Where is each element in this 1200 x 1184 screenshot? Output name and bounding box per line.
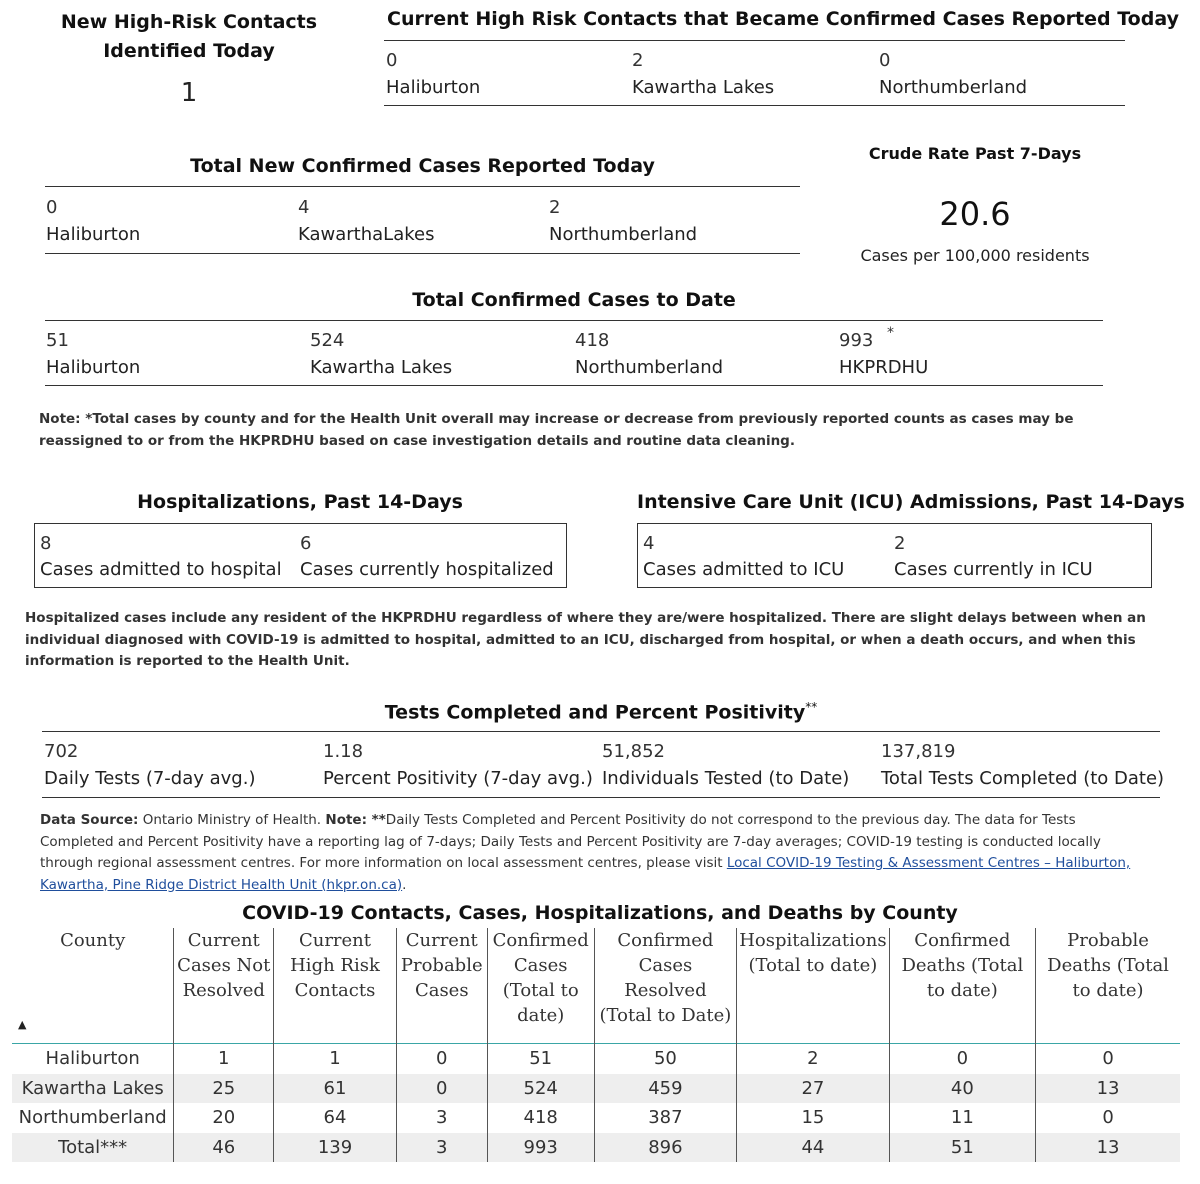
col-header-cases-not-resolved[interactable]: Current Cases Not Resolved <box>174 928 274 1044</box>
table-cell: 3 <box>396 1133 487 1163</box>
assessment-centres-link[interactable]: Local COVID-19 Testing & Assessment Centres – Haliburton, Kawartha, Pine Ridge District Health Unit (hkpr.on.ca) <box>40 855 1131 893</box>
table-cell: 50 <box>594 1044 737 1074</box>
hosp-admitted-label: Cases admitted to hospital <box>40 559 282 580</box>
new-cases-label-northumberland: Northumberland <box>549 224 698 245</box>
triangle-up-icon[interactable]: ▲ <box>18 1018 27 1031</box>
col-header-probable-deaths[interactable]: Probable Deaths (Total to date) <box>1036 928 1180 1044</box>
crude-rate-value: 20.6 <box>939 195 1011 233</box>
data-source-note-label: Note: ** <box>325 812 386 828</box>
table-cell: Kawartha Lakes <box>12 1074 174 1104</box>
table-cell: Haliburton <box>45 1048 140 1070</box>
table-cell: Northumberland <box>18 1107 167 1129</box>
total-cases-asterisk: * <box>887 325 894 341</box>
table-cell: 11 <box>889 1103 1035 1133</box>
table-row <box>12 1074 1180 1104</box>
new-cases-label-haliburton: Haliburton <box>46 224 141 245</box>
data-source-note-text: Daily Tests Completed and Percent Positivity do not correspond to the previous day. The data for Tests Completed and Percent Positivity have a reporting lag of 7-days; Daily Tests and Percent Positivity are 7-day averages; COVID-19 testing is conducted locally through regional assessment centres. For more information on local assessment centres, please visit <box>40 812 1101 871</box>
table-cell: 40 <box>889 1074 1035 1104</box>
table-cell: 0 <box>396 1074 487 1104</box>
total-cases-value-northumberland: 418 <box>575 330 610 351</box>
county-table-header <box>12 928 1180 1044</box>
col-header-hospitalizations[interactable]: Hospitalizations (Total to date) <box>737 928 889 1044</box>
contacts-to-cases-value-northumberland: 0 <box>879 50 891 71</box>
table-cell: 27 <box>737 1074 889 1104</box>
table-cell: 0 <box>1036 1103 1180 1133</box>
tests-individuals-label: Individuals Tested (to Date) <box>602 768 850 789</box>
tests-title: Tests Completed and Percent Positivity <box>384 701 806 724</box>
col-header-confirmed-deaths[interactable]: Confirmed Deaths (Total to date) <box>889 928 1035 1044</box>
icu-box <box>637 523 1152 588</box>
data-source-note <box>40 810 1150 896</box>
icu-admitted-label: Cases admitted to ICU <box>643 559 845 580</box>
total-cases-value-kawartha: 524 <box>310 330 345 351</box>
table-row-total <box>12 1133 1180 1163</box>
table-row <box>12 1103 1180 1133</box>
tests-title-wrap <box>42 700 1160 723</box>
total-cases-title: Total Confirmed Cases to Date <box>412 289 736 311</box>
col-header-confirmed-cases[interactable]: Confirmed Cases (Total to date) <box>487 928 594 1044</box>
table-cell: 44 <box>737 1133 889 1163</box>
table-cell: 993 <box>487 1133 594 1163</box>
table-row <box>12 1044 1180 1074</box>
tests-positivity-value: 1.18 <box>323 741 364 762</box>
tests-daily-value: 702 <box>44 741 79 762</box>
icu-title: Intensive Care Unit (ICU) Admissions, Past 14-Days <box>637 491 1185 513</box>
new-cases-value-kawartha: 4 <box>298 197 310 218</box>
high-risk-value: 1 <box>180 78 198 108</box>
contacts-to-cases-value-haliburton: 0 <box>386 50 398 71</box>
total-cases-value-haliburton: 51 <box>46 330 69 351</box>
hospitalizations-title: Hospitalizations, Past 14-Days <box>137 491 463 513</box>
table-cell: Total*** <box>12 1133 174 1163</box>
hosp-admitted-value: 8 <box>40 533 52 554</box>
table-cell: 64 <box>274 1103 397 1133</box>
table-cell: 139 <box>274 1133 397 1163</box>
crude-rate-title: Crude Rate Past 7-Days <box>868 144 1082 163</box>
icu-admitted-value: 4 <box>643 533 655 554</box>
table-cell: 51 <box>487 1044 594 1074</box>
data-source-end: . <box>402 876 407 893</box>
table-cell: 387 <box>594 1103 737 1133</box>
high-risk-title: New High-Risk Contacts Identified Today <box>60 11 318 62</box>
icu-current-value: 2 <box>894 533 906 554</box>
table-cell: 524 <box>487 1074 594 1104</box>
county-table <box>12 928 1180 1162</box>
tests-individuals-value: 51,852 <box>602 741 665 762</box>
col-header-county[interactable]: County ▲ <box>12 928 174 1044</box>
table-cell: 896 <box>594 1133 737 1163</box>
total-cases-label-hkprdhu: HKPRDHU <box>839 357 929 378</box>
tests-positivity-label: Percent Positivity (7-day avg.) <box>323 768 593 789</box>
table-cell: 1 <box>274 1044 397 1074</box>
new-cases-title: Total New Confirmed Cases Reported Today <box>190 155 655 177</box>
total-cases-label-northumberland: Northumberland <box>575 357 724 378</box>
new-cases-value-haliburton: 0 <box>46 197 58 218</box>
contacts-to-cases-label-haliburton: Haliburton <box>386 77 481 98</box>
tests-daily-label: Daily Tests (7-day avg.) <box>44 768 256 789</box>
county-table-title: COVID-19 Contacts, Cases, Hospitalizations, and Deaths by County <box>242 902 958 924</box>
contacts-to-cases-label-northumberland: Northumberland <box>879 77 1028 98</box>
tests-total-label: Total Tests Completed (to Date) <box>881 768 1165 789</box>
col-header-high-risk-contacts[interactable]: Current High Risk Contacts <box>274 928 397 1044</box>
table-cell: 0 <box>1036 1044 1180 1074</box>
hosp-current-label: Cases currently hospitalized <box>300 559 554 580</box>
table-cell: 61 <box>274 1074 397 1104</box>
contacts-to-cases-title: Current High Risk Contacts that Became Confirmed Cases Reported Today <box>387 8 1179 30</box>
tests-title-mark: ** <box>805 700 818 714</box>
data-source-label: Data Source: <box>40 812 139 828</box>
table-cell: 51 <box>889 1133 1035 1163</box>
hospitalizations-box <box>34 523 567 588</box>
col-header-probable-cases[interactable]: Current Probable Cases <box>396 928 487 1044</box>
new-cases-value-northumberland: 2 <box>549 197 561 218</box>
contacts-to-cases-value-kawartha: 2 <box>632 50 644 71</box>
hosp-current-value: 6 <box>300 533 312 554</box>
new-cases-label-kawartha: KawarthaLakes <box>298 224 435 245</box>
icu-current-label: Cases currently in ICU <box>894 559 1093 580</box>
table-cell: 1 <box>174 1044 274 1074</box>
total-cases-label-haliburton: Haliburton <box>46 357 141 378</box>
tests-total-value: 137,819 <box>881 741 956 762</box>
table-cell: 3 <box>396 1103 487 1133</box>
table-cell: 20 <box>174 1103 274 1133</box>
table-cell: 459 <box>594 1074 737 1104</box>
reassignment-note: Note: *Total cases by county and for the Health Unit overall may increase or decrease from previously reported counts as cases may be reassigned to or from the HKPRDHU based on case investigation details and routine data cleaning. <box>39 411 1074 449</box>
data-source-text: Ontario Ministry of Health. <box>138 812 326 828</box>
crude-rate-unit: Cases per 100,000 residents <box>860 246 1090 265</box>
table-cell: 0 <box>396 1044 487 1074</box>
total-cases-label-kawartha: Kawartha Lakes <box>310 357 453 378</box>
total-cases-value-hkprdhu: 993 <box>839 330 874 351</box>
table-cell: 13 <box>1036 1074 1180 1104</box>
table-cell: 0 <box>889 1044 1035 1074</box>
col-header-cases-resolved[interactable]: Confirmed Cases Resolved (Total to Date) <box>594 928 737 1044</box>
table-cell: 418 <box>487 1103 594 1133</box>
table-cell: 15 <box>737 1103 889 1133</box>
table-cell: 46 <box>174 1133 274 1163</box>
table-cell: 2 <box>737 1044 889 1074</box>
hospitalization-note: Hospitalized cases include any resident of the HKPRDHU regardless of where they are/were hospitalized. There are slight delays between when an individual diagnosed with COVID-19 is admitted to hospital, admitted to an ICU, discharged from hospital, or when a death occurs, and when this information is reported to the Health Unit. <box>25 610 1146 669</box>
table-cell: 13 <box>1036 1133 1180 1163</box>
table-cell: 25 <box>174 1074 274 1104</box>
contacts-to-cases-label-kawartha: Kawartha Lakes <box>632 77 775 98</box>
